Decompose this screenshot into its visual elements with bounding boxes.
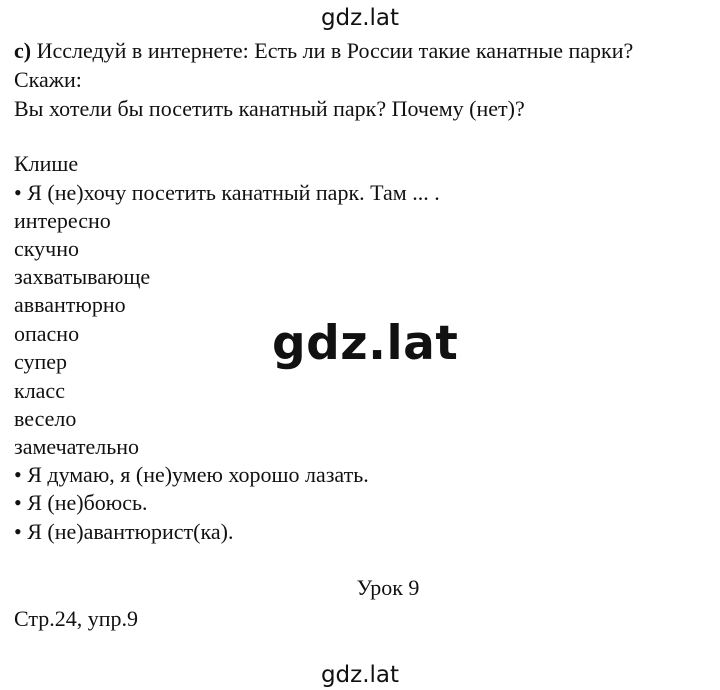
cliche-intro: • Я (не)хочу посетить канатный парк. Там ... . [14, 180, 440, 205]
task-say: Скажи: [14, 67, 82, 92]
lesson-heading: Урок 9 [356, 575, 420, 600]
cliche-bullet: • Я (не)боюсь. [14, 490, 148, 515]
task-line [14, 37, 633, 65]
task-question: Исследуй в интернете: Есть ли в России такие канатные парки? [31, 38, 634, 63]
watermark-top: gdz.lat [320, 5, 400, 31]
cliche-word: супер [14, 349, 68, 374]
task-label: c) [14, 38, 32, 63]
cliche-word: весело [14, 406, 77, 431]
cliche-word: интересно [14, 208, 111, 233]
cliche-word: аввантюрно [14, 292, 126, 317]
cliche-heading: Клише [14, 151, 79, 176]
task-ask: Вы хотели бы посетить канатный парк? Почему (нет)? [14, 96, 525, 121]
cliche-bullet: • Я (не)авантюрист(ка). [14, 519, 234, 544]
cliche-word: захватывающе [14, 264, 151, 289]
page-reference: Стр.24, упр.9 [14, 606, 139, 631]
cliche-word: опасно [14, 321, 80, 346]
watermark-center: gdz.lat [272, 316, 459, 371]
cliche-word: замечательно [14, 434, 140, 459]
watermark-bottom: gdz.lat [320, 662, 400, 688]
cliche-word: класс [14, 378, 65, 403]
cliche-word: скучно [14, 236, 79, 261]
cliche-bullet: • Я думаю, я (не)умею хорошо лазать. [14, 462, 369, 487]
